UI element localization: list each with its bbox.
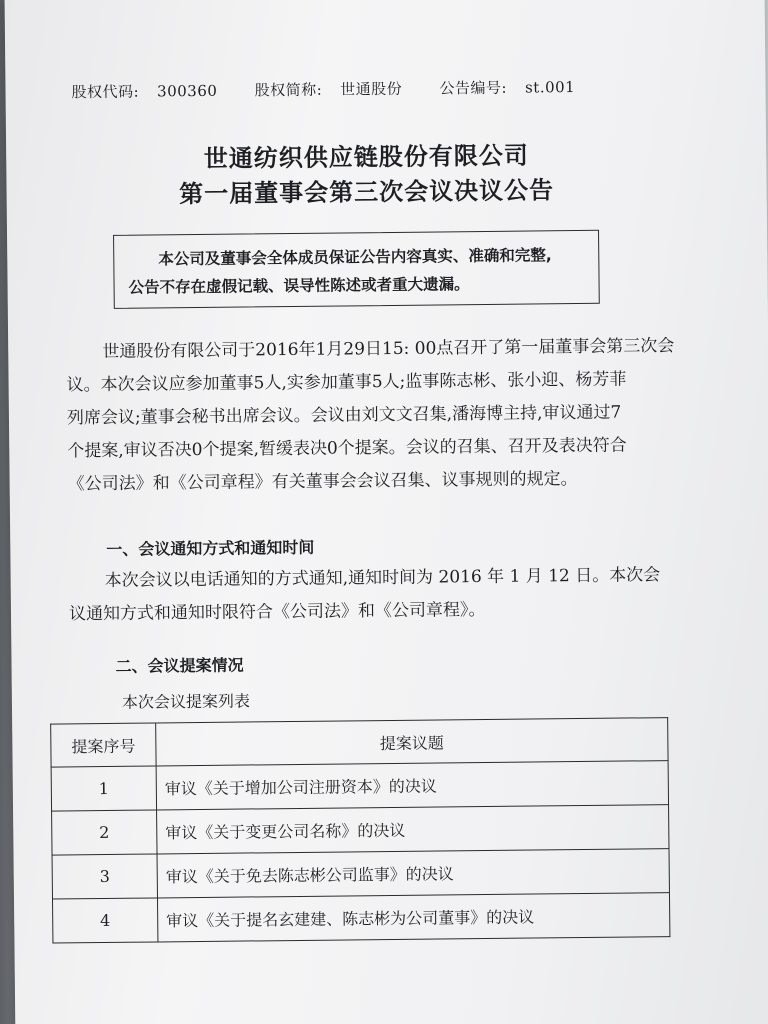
- table-row: [52, 805, 669, 855]
- proposal-table: [50, 717, 670, 943]
- company-title: 世通纺织供应链股份有限公司: [203, 141, 529, 173]
- table-caption: 本次会议提案列表: [121, 691, 251, 712]
- table-row: [51, 761, 668, 811]
- section-heading-notice: 一、会议通知方式和通知时间: [106, 537, 315, 559]
- proposal-number: 3: [52, 854, 157, 899]
- paragraph-line: 议通知方式和通知时限符合《公司法》和《公司章程》。: [68, 600, 486, 625]
- table-header-row: [51, 718, 668, 767]
- announcement-header: [71, 76, 607, 103]
- proposal-topic: 审议《关于变更公司名称》的决议: [157, 805, 669, 854]
- paragraph-line: 列席会议;董事会秘书出席会议。会议由刘文文召集,潘海博主持,审议通过7: [66, 402, 622, 429]
- paragraph-line: 《公司法》和《公司章程》有关董事会会议召集、议事规则的规定。: [67, 469, 578, 495]
- column-header-number: 提案序号: [51, 723, 156, 767]
- table-row: [52, 849, 669, 899]
- paragraph-line: 本次会议以电话通知的方式通知,通知时间为 2016 年 1 月 12 日。本次会: [104, 565, 661, 591]
- paragraph-line: 议。本次会议应参加董事5人,实参加董事5人;监事陈志彬、张小迎、杨芳菲: [66, 369, 627, 396]
- stock-abbreviation: 股权简称: 世通股份: [254, 79, 403, 100]
- proposal-topic: 审议《关于提名玄建建、陈志彬为公司董事》的决议: [157, 893, 669, 942]
- section-heading-proposals: 二、会议提案情况: [115, 655, 244, 676]
- column-header-topic: 提案议题: [156, 718, 668, 766]
- paragraph-line: 个提案,审议否决0个提案,暂缓表决0个提案。会议的召集、召开及表决符合: [67, 435, 627, 462]
- stock-code: 股权代码: 300360: [71, 81, 218, 102]
- disclaimer-line: 公告不存在虚假记载、误导性陈述或者重大遗漏。: [128, 275, 470, 297]
- notice-paragraph: [68, 559, 689, 631]
- disclaimer-box: [113, 230, 600, 309]
- paragraph-line: 世通股份有限公司于2016年1月29日15: 00点召开了第一届董事会第三次会: [102, 336, 675, 363]
- announcement-number: 公告编号: st.001: [439, 78, 576, 98]
- proposal-topic: 审议《关于增加公司注册资本》的决议: [156, 761, 668, 810]
- proposal-number: 1: [51, 766, 156, 811]
- proposal-number: 4: [52, 898, 157, 943]
- disclaimer-line: 本公司及董事会全体成员保证公告内容真实、准确和完整,: [158, 246, 552, 269]
- announcement-title: 第一届董事会第三次会议决议公告: [178, 176, 555, 209]
- intro-paragraph: [66, 330, 688, 501]
- document-page: [5, 0, 768, 1024]
- proposal-topic: 审议《关于免去陈志彬公司监事》的决议: [157, 849, 669, 898]
- table-row: [52, 893, 669, 943]
- proposal-number: 2: [52, 810, 157, 855]
